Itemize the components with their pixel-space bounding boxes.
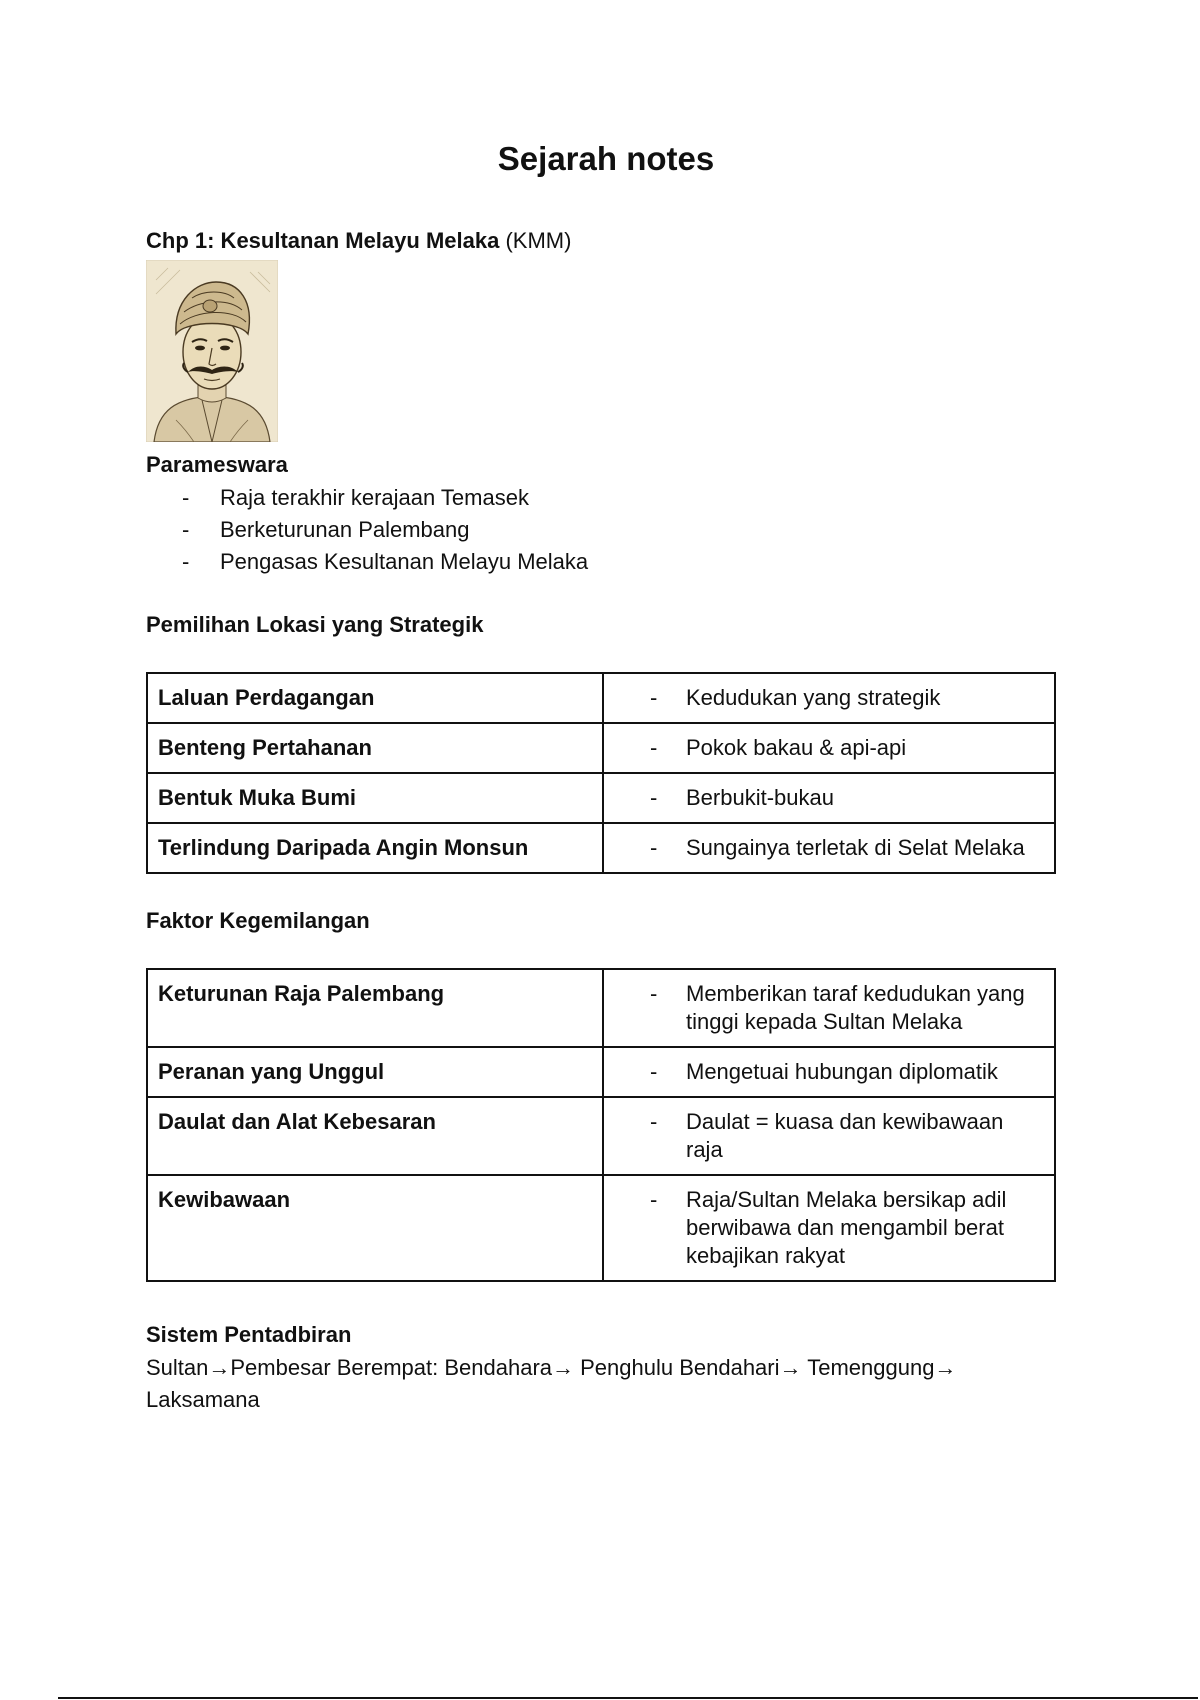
bullet-dash: - <box>650 1187 658 1212</box>
parameswara-heading: Parameswara <box>146 452 288 477</box>
page-title: Sejarah notes <box>497 140 715 177</box>
table-key-cell: Peranan yang Unggul <box>147 1047 603 1097</box>
bullet-dash: - <box>650 835 658 860</box>
list-item: - Raja terakhir kerajaan Temasek <box>182 482 1056 514</box>
parameswara-list <box>146 482 1056 578</box>
table-row <box>147 773 1055 823</box>
table-key-cell: Keturunan Raja Palembang <box>147 969 603 1047</box>
table-value-text: Kedudukan yang strategik <box>686 685 941 710</box>
kegemilangan-table <box>146 968 1056 1282</box>
table-value-cell <box>603 723 1055 773</box>
parameswara-portrait <box>146 260 278 442</box>
pentadbiran-heading: Sistem Pentadbiran <box>146 1322 352 1347</box>
lokasi-heading: Pemilihan Lokasi yang Strategik <box>146 612 484 637</box>
table-value-text: Memberikan taraf kedudukan yang tinggi kepada Sultan Melaka <box>686 981 1025 1034</box>
table-key-cell: Benteng Pertahanan <box>147 723 603 773</box>
bullet-dash: - <box>650 685 658 710</box>
list-item: - Pengasas Kesultanan Melayu Melaka <box>182 546 1056 578</box>
page-bottom-divider <box>58 1697 1198 1699</box>
table-row <box>147 969 1055 1047</box>
table-value-text: Berbukit-bukau <box>686 785 834 810</box>
bullet-dash: - <box>650 1059 658 1084</box>
table-value-text: Mengetuai hubungan diplomatik <box>686 1059 998 1084</box>
chapter-title: Chp 1: Kesultanan Melayu Melaka <box>146 228 500 253</box>
table-key-cell: Terlindung Daripada Angin Monsun <box>147 823 603 873</box>
table-key-cell: Laluan Perdagangan <box>147 673 603 723</box>
table-row <box>147 723 1055 773</box>
table-key-cell: Bentuk Muka Bumi <box>147 773 603 823</box>
table-key-cell: Daulat dan Alat Kebesaran <box>147 1097 603 1175</box>
table-row <box>147 1097 1055 1175</box>
lokasi-table <box>146 672 1056 874</box>
chapter-heading <box>146 228 1056 254</box>
table-row <box>147 1175 1055 1281</box>
bullet-dash: - <box>650 735 658 760</box>
bullet-dash: - <box>650 785 658 810</box>
table-value-text: Daulat = kuasa dan kewibawaan raja <box>686 1109 1004 1162</box>
pentadbiran-text: Sultan→Pembesar Berempat: Bendahara→ Penghulu Bendahari→ Temenggung→ Laksamana <box>146 1355 957 1412</box>
table-row <box>147 823 1055 873</box>
table-value-cell <box>603 1047 1055 1097</box>
table-row <box>147 1047 1055 1097</box>
document-content <box>146 140 1056 1416</box>
kegemilangan-heading: Faktor Kegemilangan <box>146 908 370 933</box>
table-key-cell: Kewibawaan <box>147 1175 603 1281</box>
table-value-cell <box>603 969 1055 1047</box>
bullet-dash: - <box>650 981 658 1006</box>
table-value-cell <box>603 823 1055 873</box>
table-value-text: Pokok bakau & api-api <box>686 735 907 760</box>
bullet-dash: - <box>650 1109 658 1134</box>
table-row <box>147 673 1055 723</box>
list-item: - Berketurunan Palembang <box>182 514 1056 546</box>
table-value-cell <box>603 673 1055 723</box>
table-value-text: Sungainya terletak di Selat Melaka <box>686 835 1025 860</box>
table-value-cell <box>603 773 1055 823</box>
table-value-cell <box>603 1097 1055 1175</box>
table-value-cell <box>603 1175 1055 1281</box>
table-value-text: Raja/Sultan Melaka bersikap adil berwibawa dan mengambil berat kebajikan rakyat <box>686 1187 1007 1268</box>
chapter-abbreviation: (KMM) <box>499 228 572 253</box>
